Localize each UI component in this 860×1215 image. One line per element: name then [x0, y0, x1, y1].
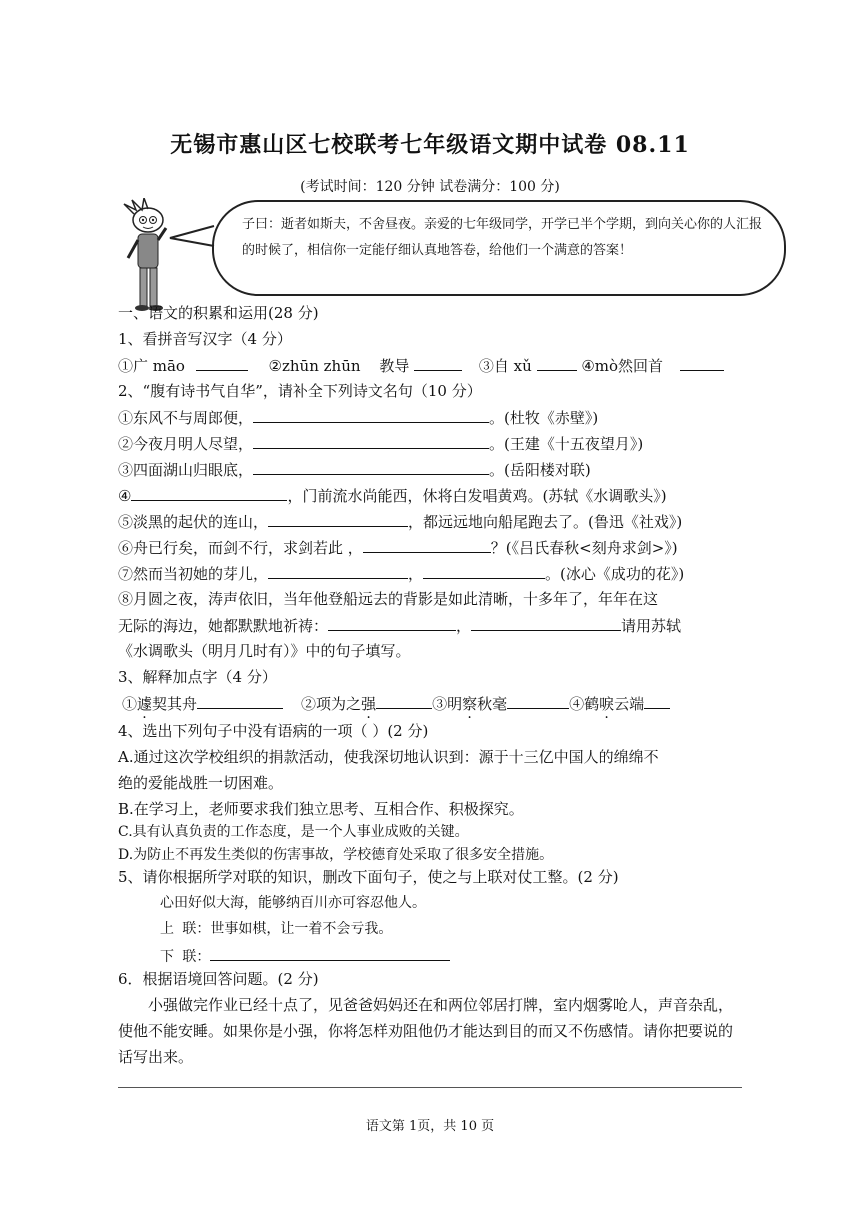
q2-source: ？(《吕氏春秋<刻舟求剑>》): [490, 539, 678, 557]
q5-heading: 5、请你根据所学对联的知识，删改下面句子，使之与上联对仗工整。(2 分): [118, 868, 619, 886]
q1-items: [118, 354, 724, 377]
exam-info: (考试时间：120 分钟 试卷满分：100 分): [300, 179, 560, 195]
dotted-char: 强: [361, 695, 377, 713]
q2-heading: 2、“腹有诗书气自华”，请补全下列诗文名句（10 分）: [118, 382, 482, 400]
q5-lower-couplet: [160, 944, 450, 966]
q2-line-3: [118, 458, 591, 481]
q2-sep: ，: [456, 617, 472, 635]
dotted-char: 唳: [599, 695, 615, 713]
page-title: 无锡市惠山区七校联考七年级语文期中试卷 08.11: [170, 132, 690, 158]
q2-prompt: ③四面湖山归眼底，: [118, 461, 254, 479]
q1-a: ①广 māo: [118, 357, 185, 375]
q2-prompt: ④: [118, 487, 132, 505]
q2-sep: ，: [408, 565, 424, 583]
q6-body: 小强做完作业已经十点了，见爸爸妈妈还在和两位邻居打牌，室内烟雾呛人，声音杂乱，使他不能安睡。如果你是小强，你将怎样劝阻他仍才能达到目的而又不伤感情。请你把要说的话写出来。: [118, 996, 734, 1066]
q2-source: 。(杜牧《赤壁》): [489, 409, 599, 427]
blank-field[interactable]: [328, 614, 456, 631]
q2-line-4: [118, 484, 667, 507]
blank-field[interactable]: [131, 484, 287, 501]
q3-num: ①: [122, 695, 138, 713]
q3-heading: 3、解释加点字（4 分）: [118, 668, 277, 686]
q2-line-1: [118, 406, 598, 429]
q4-option-c: C.具有认真负责的工作态度，是一个人事业成败的关键。: [118, 824, 469, 840]
q2-prompt: 无际的海边，她都默默地祈祷：: [118, 617, 329, 635]
q4-heading: 4、选出下列句子中没有语病的一项（ ）(2 分): [118, 722, 429, 740]
q4-option-a-cont: 绝的爱能战胜一切困难。: [118, 774, 284, 792]
blank-field[interactable]: [253, 432, 489, 449]
q3-text: ③明: [432, 695, 463, 713]
q1-heading: 1、看拼音写汉字（4 分）: [118, 330, 292, 348]
q2-line-8: ⑧月圆之夜，涛声依旧，当年他登船远去的背影是如此清晰，十多年了，年年在这: [118, 590, 659, 608]
q3-text: 秋毫: [477, 695, 508, 713]
q2-line-2: [118, 432, 643, 455]
section-heading: 一、语文的积累和运用(28 分): [118, 304, 319, 322]
blank-field[interactable]: [268, 510, 408, 527]
blank-field[interactable]: [680, 354, 724, 371]
q2-source: ，门前流水尚能西，休将白发唱黄鸡。(苏轼《水调歌头》): [287, 487, 667, 505]
q4-option-a: A.通过这次学校组织的捐款活动，使我深切地认识到：源于十三亿中国人的绵绵不: [118, 748, 659, 766]
blank-field[interactable]: [376, 692, 432, 709]
blank-field[interactable]: [644, 692, 670, 709]
q6-heading: 6．根据语境回答问题。(2 分): [118, 970, 319, 988]
q1-c: ③自 xǔ: [478, 357, 532, 375]
bubble-message: 子曰：逝者如斯夫，不舍昼夜。亲爱的七年级同学，开学已半个学期，到向关心你的人汇报的时候了，相信你一定能仔细认真地答卷，给他们一个满意的答案！: [242, 217, 763, 258]
page-footer: 语文第 1页，共 10 页: [365, 1119, 495, 1134]
q2-line-8b: [118, 614, 681, 637]
dotted-char: 察: [462, 695, 478, 713]
blank-field[interactable]: [197, 692, 283, 709]
blank-field[interactable]: [196, 354, 248, 371]
q2-source: 。(岳阳楼对联): [489, 461, 591, 479]
q1-b: ②zhūn zhūn: [268, 357, 361, 375]
q2-line-8c: 《水调歌头（明月几时有）》中的句子填写。: [118, 642, 411, 660]
cartoon-student-illustration: [114, 198, 194, 318]
blank-field[interactable]: [253, 458, 489, 475]
q2-prompt: ⑦然而当初她的芽儿，: [118, 565, 269, 583]
blank-field[interactable]: [363, 536, 491, 553]
dotted-char: 遽: [137, 695, 153, 713]
speech-bubble: [212, 200, 786, 296]
q5-sentence: 心田好似大海，能够纳百川亦可容忍他人。: [160, 895, 426, 911]
q3-text: ④鹤: [569, 695, 600, 713]
blank-field[interactable]: [210, 944, 450, 961]
q2-source: 。(王建《十五夜望月》): [489, 435, 644, 453]
q2-instruction: 请用苏轼: [621, 617, 682, 635]
q4-option-d: D.为防止不再发生类似的伤害事故，学校德育处采取了很多安全措施。: [118, 847, 554, 863]
q1-b2: 教导: [379, 357, 410, 375]
q2-prompt: ①东风不与周郎便，: [118, 409, 254, 427]
q2-line-6: [118, 536, 678, 559]
q2-source: 。(冰心《成功的花》): [545, 565, 685, 583]
blank-field[interactable]: [423, 562, 545, 579]
q2-line-5: [118, 510, 682, 533]
blank-field[interactable]: [268, 562, 408, 579]
q3-items: [122, 692, 670, 715]
q5-upper-couplet: 上 联：世事如棋，让一着不会亏我。: [160, 921, 393, 937]
q2-prompt: ⑤淡黑的起伏的连山，: [118, 513, 269, 531]
blank-field[interactable]: [253, 406, 489, 423]
q3-text: ②项为之: [301, 695, 362, 713]
blank-field[interactable]: [414, 354, 462, 371]
q2-prompt: ②今夜月明人尽望，: [118, 435, 254, 453]
q3-text: 契其舟: [152, 695, 198, 713]
q2-prompt: ⑥舟已行矣，而剑不行，求剑若此 ，: [118, 539, 363, 557]
q4-option-b: B.在学习上，老师要求我们独立思考、互相合作、积极探究。: [118, 800, 524, 818]
blank-field[interactable]: [471, 614, 621, 631]
answer-line[interactable]: [118, 1087, 742, 1088]
blank-field[interactable]: [537, 354, 577, 371]
speech-bubble-tail: [168, 222, 218, 252]
q3-text: 云端: [614, 695, 645, 713]
q2-line-7: [118, 562, 684, 585]
q5-lower-label: 下 联：: [160, 949, 211, 965]
blank-field[interactable]: [507, 692, 569, 709]
q1-d: ④mò然回首: [581, 357, 664, 375]
q2-source: ，都远远地向船尾跑去了。(鲁迅《社戏》): [408, 513, 683, 531]
